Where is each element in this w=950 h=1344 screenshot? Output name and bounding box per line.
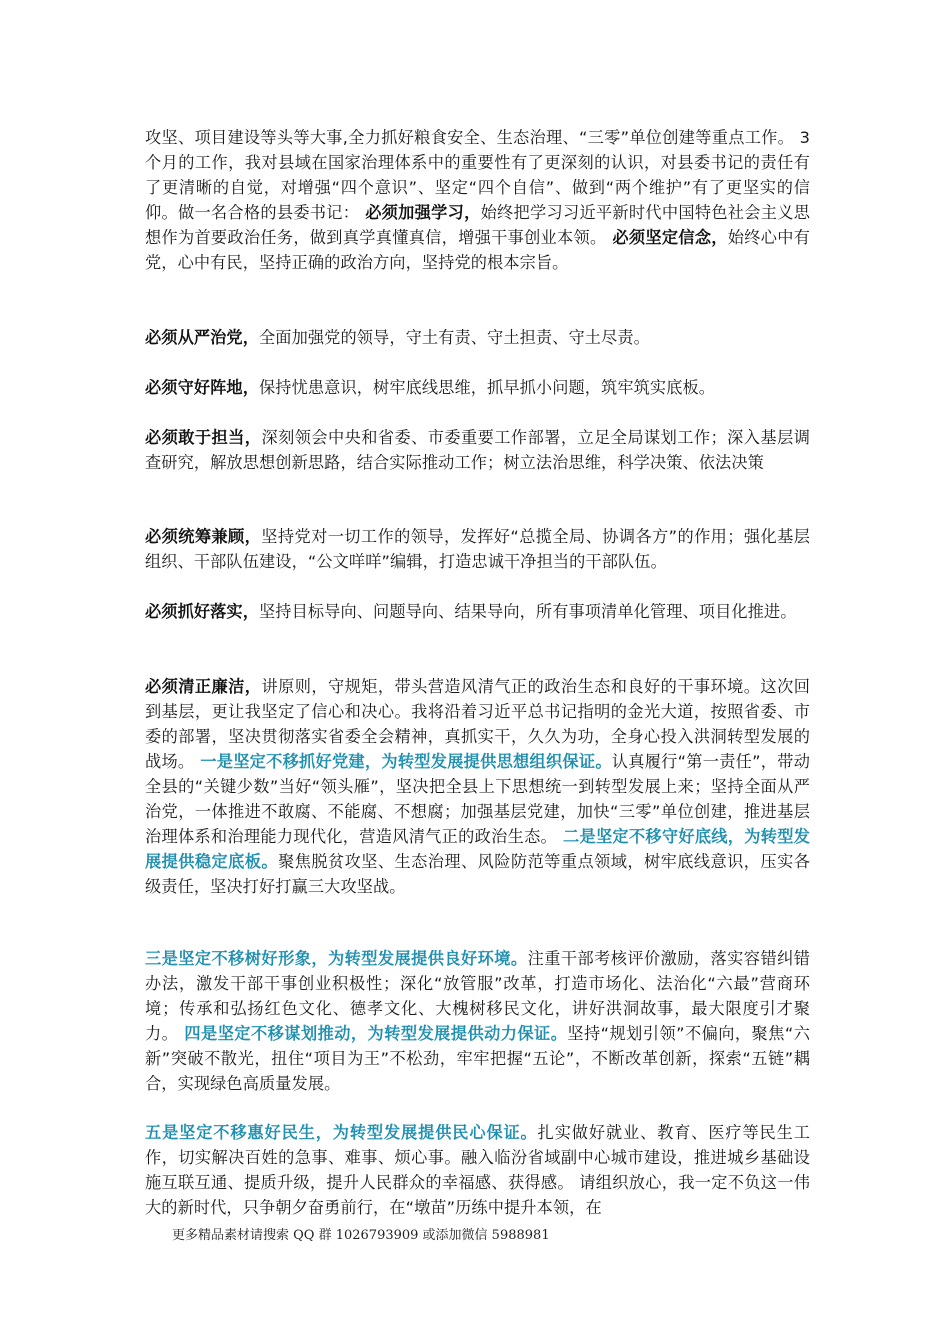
- paragraph-text: 全面加强党的领导，守土有责、守土担责、守土尽责。: [259, 328, 650, 347]
- paragraph-6: [145, 599, 810, 624]
- bold-phrase: 必须敢于担当，: [145, 428, 262, 447]
- paragraph-text: 攻坚、项目建设等头等大事,全力抓好粮食安全、生态治理、“三零”单位创建等重点工作。 3 个月的工作，我对县域在国家治理体系中的重要性有了更深刻的认识，对县委书记的责任有了更清晰的自觉，对增强“四个意识”、坚定“四个自信”、做到“两个维护”有了更坚实的信仰。做一名合格的县委书记：: [145, 128, 810, 222]
- highlight-phrase: 四是坚定不移谋划推动，为转型发展提供动力保证。: [178, 1024, 568, 1043]
- paragraph-9: [145, 1120, 810, 1220]
- paragraph-text: 扎实做好就业、教育、医疗等民生工作，切实解决百姓的急事、难事、烦心事。融入临汾省域副中心城市建设，推进城乡基础设施互联互通、提质升级，提升人民群众的幸福感、获得感。 请组织放心，我一定不负这一伟大的新时代，只争朝夕奋勇前行，在“墩苗”历练中提升本领，在: [145, 1123, 810, 1217]
- highlight-phrase: 三是坚定不移树好形象，为转型发展提供良好环境。: [145, 949, 528, 968]
- paragraph-text: 聚焦脱贫攻坚、生态治理、风险防范等重点领域，树牢底线意识，压实各级责任，坚决打好打赢三大攻坚战。: [145, 852, 810, 896]
- bold-phrase: 必须清正廉洁，: [145, 677, 262, 696]
- paragraph-text: 坚持党对一切工作的领导，发挥好“总揽全局、协调各方”的作用；强化基层组织、干部队伍建设，“公文咩咩”编辑，打造忠诚干净担当的干部队伍。: [145, 527, 811, 571]
- paragraph-text: 始终把学习习近平新时代中国特色社会主义思想作为首要政治任务，做到真学真懂真信，增强干事创业本领。: [145, 203, 811, 247]
- paragraph-4: [145, 425, 810, 475]
- footer-note: 更多精品素材请搜索 QQ 群 1026793909 或添加微信 5988981: [172, 1228, 550, 1243]
- paragraph-1: [145, 125, 810, 275]
- paragraph-text: 注重干部考核评价激励，落实容错纠错办法，激发干部干事创业积极性；深化“放管服”改革，打造市场化、法治化“六最”营商环境；传承和弘扬红色文化、德孝文化、大槐树移民文化，讲好洪洞故事，最大限度引才聚力。: [145, 949, 810, 1043]
- highlight-phrase: 一是坚定不移抓好党建，为转型发展提供思想组织保证。: [194, 752, 612, 771]
- paragraph-text: 保持忧患意识，树牢底线思维，抓早抓小问题，筑牢筑实底板。: [259, 378, 716, 397]
- bold-phrase: 必须守好阵地，: [145, 378, 260, 397]
- paragraph-3: [145, 375, 810, 400]
- bold-phrase: 必须抓好落实，: [145, 602, 260, 621]
- highlight-phrase: 二是坚定不移守好底线，为转型发展提供稳定底板。: [145, 827, 811, 871]
- paragraph-text: 认真履行“第一责任”，带动全县的“关键少数”当好“领头雁”，坚决把全县上下思想统一到转型发展上来；坚持全面从严治党，一体推进不敢腐、不能腐、不想腐；加强基层党建，加快“三零”单位创建，推进基层治理体系和治理能力现代化，营造风清气正的政治生态。: [145, 752, 810, 846]
- paragraph-7: [145, 674, 810, 899]
- bold-phrase: 必须坚定信念，: [606, 228, 728, 247]
- paragraph-text: 始终心中有党，心中有民，坚持正确的政治方向，坚持党的根本宗旨。: [145, 228, 811, 272]
- paragraph-8: [145, 946, 810, 1096]
- bold-phrase: 必须从严治党，: [145, 328, 260, 347]
- paragraph-text: 深刻领会中央和省委、市委重要工作部署，立足全局谋划工作；深入基层调查研究，解放思想创新思路，结合实际推动工作；树立法治思维，科学决策、依法决策: [145, 428, 810, 472]
- paragraph-2: [145, 325, 810, 350]
- bold-phrase: 必须加强学习，: [359, 203, 481, 222]
- paragraph-text: 坚持“规划引领”不偏向，聚焦“六新”突破不散光，扭住“项目为王”不松劲，牢牢把握“五论”，不断改革创新，探索“五链”耦合，实现绿色高质量发展。: [145, 1024, 810, 1093]
- paragraph-text: 讲原则，守规矩，带头营造风清气正的政治生态和良好的干事环境。这次回到基层，更让我坚定了信心和决心。我将沿着习近平总书记指明的金光大道，按照省委、市委的部署，坚决贯彻落实省委全会精神，真抓实干，久久为功，全身心投入洪洞转型发展的战场。: [145, 677, 810, 771]
- paragraph-5: [145, 524, 810, 574]
- highlight-phrase: 五是坚定不移惠好民生，为转型发展提供民心保证。: [145, 1123, 538, 1142]
- paragraph-text: 坚持目标导向、问题导向、结果导向，所有事项清单化管理、项目化推进。: [259, 602, 797, 621]
- bold-phrase: 必须统筹兼顾，: [145, 527, 262, 546]
